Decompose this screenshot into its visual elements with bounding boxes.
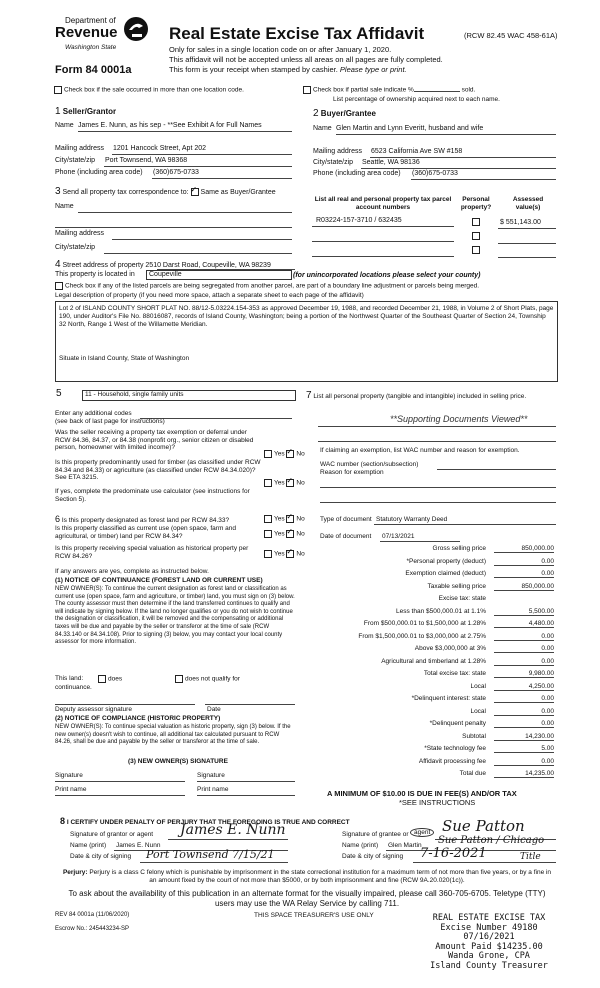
checkbox-checked-icon[interactable] bbox=[191, 188, 199, 196]
buyer-heading bbox=[313, 108, 376, 119]
tax-row-label: Less than $500,000.01 at 1.1% bbox=[396, 607, 486, 615]
yes-label: Yes bbox=[274, 515, 285, 523]
multi-location-label: Check box if the sale occurred in more than one location code. bbox=[64, 86, 244, 94]
name-print-grantor: James E. Nunn bbox=[116, 842, 161, 849]
tax-row-label: Above $3,000,000 at 3% bbox=[414, 645, 486, 652]
checkbox-icon bbox=[175, 675, 183, 683]
does-label: does bbox=[108, 675, 123, 683]
tax-row-value: 850,000.00 bbox=[494, 545, 554, 553]
subtitle-3a: This form is your receipt when stamped by cashier. bbox=[169, 65, 338, 74]
does-check[interactable] bbox=[98, 675, 122, 683]
personal-property-checkbox[interactable] bbox=[472, 232, 480, 240]
notice1-heading: (1) NOTICE OF CONTINUANCE (FOREST LAND OR CURRENT USE) bbox=[55, 577, 263, 584]
no-checkbox-checked[interactable] bbox=[286, 550, 294, 558]
q2-answers bbox=[264, 479, 305, 487]
tax-row-value: 0.00 bbox=[494, 658, 554, 666]
perjury-notice bbox=[60, 869, 554, 885]
tax-row-value: 5,500.00 bbox=[494, 608, 554, 616]
tax-row-label: Affidavit processing fee bbox=[418, 757, 486, 765]
grantor-signature: James E. Nunn bbox=[180, 822, 286, 838]
grantee-signature: Sue Patton bbox=[442, 817, 525, 835]
doc-date: 07/13/2021 bbox=[382, 533, 415, 540]
state-label: Washington State bbox=[65, 44, 117, 51]
form-number: Form 84 0001a bbox=[55, 64, 132, 76]
print-name-label-2: Print name bbox=[197, 786, 229, 793]
no-checkbox-checked[interactable] bbox=[286, 515, 294, 523]
legal-text: Lot 2 of ISLAND COUNTY SHORT PLAT NO. 88/12-5.03224.154-353 as approved December 19, 1988, and recorded December 21, 1988, in Volume 2 of Short Plats, page 190, under Auditor's File No. 88016087, records of Island County, Washington; being a portion of the Northwest Quarter of the Southeast Quarter of Section 24, Township 32 North, Range 1 West of the Willamette Meridian. bbox=[59, 305, 554, 328]
dept-line1: Department of bbox=[65, 16, 116, 25]
seller-name: James E. Nunn, as his sep - **See Exhibit A for Full Names bbox=[78, 122, 262, 129]
tax-row-label: Excise tax: state bbox=[438, 595, 486, 602]
s6q1-answers bbox=[264, 515, 305, 523]
seller-address: 1201 Hancock Street, Apt 202 bbox=[113, 145, 207, 152]
street-label: Street address of property bbox=[62, 262, 144, 269]
tax-row-value: 850,000.00 bbox=[494, 583, 554, 591]
section7-text-label: List all personal property (tangible and intangible) included in selling price. bbox=[313, 393, 527, 400]
subtitle-3 bbox=[169, 65, 407, 74]
tax-row-value: 0.00 bbox=[494, 570, 554, 578]
reason-label: Reason for exemption bbox=[320, 469, 384, 476]
agent-label: agent bbox=[410, 828, 434, 837]
q1-answers bbox=[264, 450, 305, 458]
located-label: This property is located in bbox=[55, 271, 135, 278]
form-citation: (RCW 82.45 WAC 458-61A) bbox=[464, 31, 558, 40]
no-checkbox-checked[interactable] bbox=[286, 450, 294, 458]
subtitle-2: This affidavit will not be accepted unless all areas on all pages are fully completed. bbox=[169, 55, 443, 64]
use-code-box[interactable]: 11 - Household, single family units bbox=[82, 390, 296, 401]
see-instructions: *SEE INSTRUCTIONS bbox=[399, 798, 476, 807]
section5-q1: Was the seller receiving a property tax exemption or deferral under RCW 84.36, 84.37, or 84.38 (nonprofit org., senior citizen or disabled person, homeowner with limited income)? bbox=[55, 429, 254, 451]
buyer-address: 6523 California Ave SW #158 bbox=[371, 148, 463, 155]
yes-checkbox[interactable] bbox=[264, 530, 272, 538]
located-note: (for unincorporated locations please select your county) bbox=[293, 272, 481, 279]
tax-row-value: 9,980.00 bbox=[494, 670, 554, 678]
stamp-line2: Excise Number 49180 bbox=[440, 922, 538, 933]
section4-num: 4 bbox=[55, 259, 61, 270]
legal-label: Legal description of property (if you need more space, attach a separate sheet to each page of the affidavit) bbox=[55, 292, 364, 299]
tax-row-label: *Delinquent penalty bbox=[429, 720, 486, 727]
name-print-grantee: Glen Martin bbox=[388, 842, 422, 849]
notice2-body: NEW OWNER(S): To continue special valuation as historic property, sign (3) below. If the new owner(s) doesn't wish to continue, all additional tax calculated pursuant to RCW 84.26, shall be due and payable by the seller or transferor at the time of sale. bbox=[55, 724, 291, 746]
no-label: No bbox=[296, 530, 305, 538]
seller-address-label: Mailing address bbox=[55, 145, 105, 152]
doc-type: Statutory Warranty Deed bbox=[376, 516, 448, 523]
tax-row-label: Subtotal bbox=[462, 732, 486, 740]
deputy-signature-label: Deputy assessor signature bbox=[55, 706, 132, 713]
checkbox-icon bbox=[98, 675, 106, 683]
partial-note: List percentage of ownership acquired next to each name. bbox=[333, 96, 500, 103]
personal-property-checkbox[interactable] bbox=[472, 246, 480, 254]
tax-row-label: Exemption claimed (deduct) bbox=[405, 570, 486, 577]
partial-sale-label: Check box if partial sale indicate % bbox=[313, 86, 414, 94]
tax-row-label: Gross selling price bbox=[432, 545, 486, 552]
tax-row-value: 0.00 bbox=[494, 558, 554, 566]
tax-row-label: Local bbox=[470, 707, 486, 715]
tax-row-label: Agricultural and timberland at 1.28% bbox=[381, 657, 486, 665]
section3-text bbox=[55, 186, 276, 197]
no-checkbox-checked[interactable] bbox=[286, 530, 294, 538]
parcel-col2-header: Personal property? bbox=[460, 196, 492, 211]
seller-phone-label: Phone (including area code) bbox=[55, 169, 143, 176]
seller-num: 1 bbox=[55, 106, 61, 117]
stamp-line4: Amount Paid $14235.00 bbox=[435, 941, 543, 952]
tax-row-value: 4,480.00 bbox=[494, 620, 554, 628]
parcel-col3-header: Assessed value(s) bbox=[512, 196, 544, 211]
sig-grantee-label: Signature of grantee or bbox=[342, 831, 409, 838]
section6-q2: Is this property classified as current use (open space, farm and agricultural, or timber) land per RCW 84.34? bbox=[55, 525, 237, 540]
partial-sold-label: sold. bbox=[461, 86, 476, 94]
tax-row-label: From $500,000.01 to $1,500,000 at 1.28% bbox=[363, 620, 486, 627]
certify-text: I CERTIFY UNDER PENALTY OF PERJURY THAT THE FOREGOING IS TRUE AND CORRECT bbox=[66, 819, 350, 826]
buyer-phone-label: Phone (including area code) bbox=[313, 170, 401, 177]
buyer-name-label: Name bbox=[313, 125, 332, 132]
no-label: No bbox=[296, 515, 305, 523]
additional-codes-label: Enter any additional codes bbox=[55, 410, 132, 417]
buyer-city-label: City/state/zip bbox=[313, 159, 354, 166]
buyer-address-label: Mailing address bbox=[313, 148, 363, 155]
tax-row-label: *Personal property (deduct) bbox=[406, 557, 486, 565]
accessibility-notice: To ask about the availability of this publication in an alternate format for the visually impaired, please call 360-705-6705. Teletype (TTY) users may use the WA Relay Service by calling 711. bbox=[68, 889, 546, 908]
seller-city-label: City/state/zip bbox=[55, 157, 96, 164]
section5-num: 5 bbox=[56, 388, 62, 399]
section7-text bbox=[306, 392, 556, 401]
treasurer-only: THIS SPACE TREASURER'S USE ONLY bbox=[254, 912, 374, 919]
department-of-revenue-logo bbox=[55, 16, 155, 78]
seller-city: Port Townsend, WA 98368 bbox=[105, 157, 188, 164]
does-not-label: does not qualify for bbox=[185, 675, 240, 683]
situate-text: Situate in Island County, State of Washington bbox=[59, 355, 190, 362]
tax-row-value: 4,250.00 bbox=[494, 683, 554, 691]
partial-sale-check[interactable] bbox=[303, 86, 475, 94]
name-print-label-grantor: Name (print) bbox=[70, 842, 107, 849]
notice1-body: NEW OWNER(S): To continue the current designation as forest land or classification as current use (open space, farm and agriculture, or timber) land, you must sign on (3) below. The county assessor must then determine if the land transferred continues to qualify and will indicate by signing below. If the land no longer qualifies or you do not wish to continue the designation or classification, it will be removed and the compensating or additional taxes will be due and payable by the seller or transferor at the time of sale (RCW 84.33.140 or 84.34.108). Prior to signing (3) below, you may contact your local county assessor for more information. bbox=[55, 586, 295, 646]
yes-checkbox[interactable] bbox=[264, 479, 272, 487]
buyer-phone: (360)675-0733 bbox=[412, 170, 458, 177]
subtitle-3b: Please type or print. bbox=[339, 65, 407, 74]
s6q3-answers bbox=[264, 550, 305, 558]
yes-label: Yes bbox=[274, 479, 285, 487]
print-name-label-1: Print name bbox=[55, 786, 87, 793]
section3-num: 3 bbox=[55, 186, 61, 197]
parcel-number: R03224-157-3710 / 632435 bbox=[316, 217, 402, 224]
stamp-line1: REAL ESTATE EXCISE TAX bbox=[432, 913, 546, 923]
continuance-label: continuance. bbox=[55, 684, 92, 691]
checkbox-icon bbox=[55, 282, 63, 290]
rev-label: REV 84 0001a (11/06/2020) bbox=[55, 912, 130, 918]
wac-label: WAC number (section/subsection) bbox=[320, 461, 419, 468]
no-label: No bbox=[296, 450, 305, 458]
buyer-name: Glen Martin and Lynn Everitt, husband and wife bbox=[336, 125, 484, 132]
tax-row-value: 0.00 bbox=[494, 633, 554, 641]
section3-city-label: City/state/zip bbox=[55, 244, 96, 251]
does-not-check[interactable] bbox=[175, 675, 240, 683]
parcel-col1-header: List all real and personal property tax parcel account numbers bbox=[314, 196, 452, 211]
tax-row-label: Total excise tax: state bbox=[423, 670, 486, 677]
seller-heading bbox=[55, 106, 116, 117]
subtitle-1: Only for sales in a single location code on or after January 1, 2020. bbox=[169, 45, 392, 54]
s6q2-answers bbox=[264, 530, 305, 538]
title-hand: Title bbox=[520, 852, 541, 862]
tax-row-value: 0.00 bbox=[494, 695, 554, 703]
stamp-line3: 07/16/2021 bbox=[463, 932, 515, 943]
section6-q1: Is this property designated as forest land per RCW 84.33? bbox=[61, 517, 230, 524]
doc-type-label: Type of document bbox=[320, 516, 372, 523]
seller-name-label: Name bbox=[55, 122, 74, 129]
segregated-check[interactable] bbox=[55, 282, 479, 290]
yes-label: Yes bbox=[274, 450, 285, 458]
section6-q3: Is this property receiving special valuation as historical property per RCW 84.26? bbox=[55, 545, 249, 560]
tax-row-label: *Delinquent interest: state bbox=[411, 695, 486, 702]
street-address: 2510 Darst Road, Coupeville, WA 98239 bbox=[145, 262, 271, 269]
section5-q2: Is this property predominantly used for timber (as classified under RCW 84.34 and 84.33) or agriculture (as classified under RCW 84.34.020)? See ETA 3215. bbox=[55, 459, 261, 481]
additional-codes-label2: (see back of last page for instructions) bbox=[55, 418, 165, 425]
yes-checkbox[interactable] bbox=[264, 515, 272, 523]
segregated-label: Check box if any of the listed parcels are being segregated from another parcel, are part of a boundary line adjustment or parcels being merged. bbox=[65, 282, 480, 290]
tax-row-value: 0.00 bbox=[494, 720, 554, 728]
tax-row-value: 0.00 bbox=[494, 708, 554, 716]
no-checkbox-checked[interactable] bbox=[286, 479, 294, 487]
tax-row-label: From $1,500,000.01 to $3,000,000 at 2.75% bbox=[358, 632, 486, 640]
section8-num: 8 bbox=[60, 816, 66, 826]
seller-heading-text: Seller/Grantor bbox=[62, 107, 117, 116]
form-title: Real Estate Excise Tax Affidavit bbox=[169, 24, 425, 43]
date-city-label-grantee: Date & city of signing bbox=[342, 853, 404, 860]
section3-text-a: Send all property tax correspondence to: bbox=[62, 189, 189, 196]
multi-location-check[interactable] bbox=[54, 86, 244, 94]
buyer-heading-text: Buyer/Grantee bbox=[320, 109, 376, 118]
exemption-claim: If claiming an exemption, list WAC number and reason for exemption. bbox=[320, 447, 520, 454]
section6-q1-row bbox=[55, 514, 229, 524]
section3-name-label: Name bbox=[55, 203, 74, 210]
yes-checkbox[interactable] bbox=[264, 450, 272, 458]
tax-row-value: 5.00 bbox=[494, 745, 554, 753]
tax-row-label: Local bbox=[470, 682, 486, 690]
tax-row-value: 14,230.00 bbox=[494, 733, 554, 741]
section3-address-label: Mailing address bbox=[55, 230, 105, 237]
date-city-grantor: Port Townsend 7/15/21 bbox=[146, 848, 275, 861]
checkbox-icon bbox=[303, 86, 311, 94]
doc-date-label: Date of document bbox=[320, 533, 372, 540]
section3-text-b: Same as Buyer/Grantee bbox=[200, 189, 276, 196]
notice3-heading: (3) NEW OWNER(S) SIGNATURE bbox=[128, 758, 228, 765]
perjury-label: Perjury: bbox=[62, 869, 88, 876]
stamp-line5: Wanda Grone, CPA bbox=[448, 951, 530, 962]
deputy-date-label: Date bbox=[207, 706, 221, 713]
tax-row-value: 14,235.00 bbox=[494, 770, 554, 778]
name-print-label-grantee: Name (print) bbox=[342, 842, 379, 849]
dept-line2: Revenue bbox=[55, 24, 118, 41]
perjury-text: Perjury is a class C felony which is punishable by imprisonment in the state correctional institution for a maximum term of not more than five years, or by a fine in an amount fixed by the court of not more than $5000, or by both imprisonment and fine (RCW 9A.20.020(1c)). bbox=[89, 869, 552, 884]
no-label: No bbox=[296, 479, 305, 487]
minimum-notice: A MINIMUM OF $10.00 IS DUE IN FEE(S) AND/OR TAX bbox=[327, 789, 517, 798]
signature-label-1: Signature bbox=[55, 772, 83, 779]
yes-label: Yes bbox=[274, 530, 285, 538]
date-city-label-grantor: Date & city of signing bbox=[70, 853, 132, 860]
checkbox-icon bbox=[54, 86, 62, 94]
buyer-city: Seattle, WA 98136 bbox=[362, 159, 420, 166]
supporting-documents: **Supporting Documents Viewed** bbox=[390, 414, 528, 424]
tax-row-value: 0.00 bbox=[494, 645, 554, 653]
located-value[interactable]: Coupeville bbox=[146, 270, 292, 280]
tax-row-label: Taxable selling price bbox=[427, 582, 486, 590]
assessed-value: $ 551,143.00 bbox=[500, 219, 541, 226]
notice2-heading: (2) NOTICE OF COMPLIANCE (HISTORIC PROPERTY) bbox=[55, 715, 221, 722]
buyer-num: 2 bbox=[313, 108, 319, 119]
this-land-label: This land: bbox=[55, 675, 84, 682]
personal-property-checkbox[interactable] bbox=[472, 218, 480, 226]
yes-checkbox[interactable] bbox=[264, 550, 272, 558]
treasurer-stamp bbox=[424, 914, 554, 972]
if-yes-note: If any answers are yes, complete as instructed below. bbox=[55, 568, 209, 575]
signature-label-2: Signature bbox=[197, 772, 225, 779]
stamp-line6: Island County Treasurer bbox=[430, 960, 548, 971]
date-city-grantee: 7-16-2021 bbox=[420, 846, 487, 861]
seller-phone: (360)675-0733 bbox=[153, 169, 199, 176]
section6-num: 6 bbox=[55, 514, 61, 524]
escrow-label: Escrow No.: 245443234-SP bbox=[55, 926, 130, 932]
grantee-hand-name: Sue Patton / Chicago bbox=[438, 835, 545, 846]
section7-num: 7 bbox=[306, 390, 312, 401]
no-label: No bbox=[296, 550, 305, 558]
tax-row-value: 0.00 bbox=[494, 758, 554, 766]
section5-q2-note: If yes, complete the predominate use calculator (see instructions for Section 5). bbox=[55, 488, 250, 503]
revenue-logo-icon bbox=[123, 16, 149, 42]
yes-label: Yes bbox=[274, 550, 285, 558]
sig-grantor-label: Signature of grantor or agent bbox=[70, 831, 154, 838]
tax-row-label: Total due bbox=[459, 770, 486, 777]
legal-description-box bbox=[55, 301, 558, 382]
tax-row-label: *State technology fee bbox=[424, 745, 486, 752]
